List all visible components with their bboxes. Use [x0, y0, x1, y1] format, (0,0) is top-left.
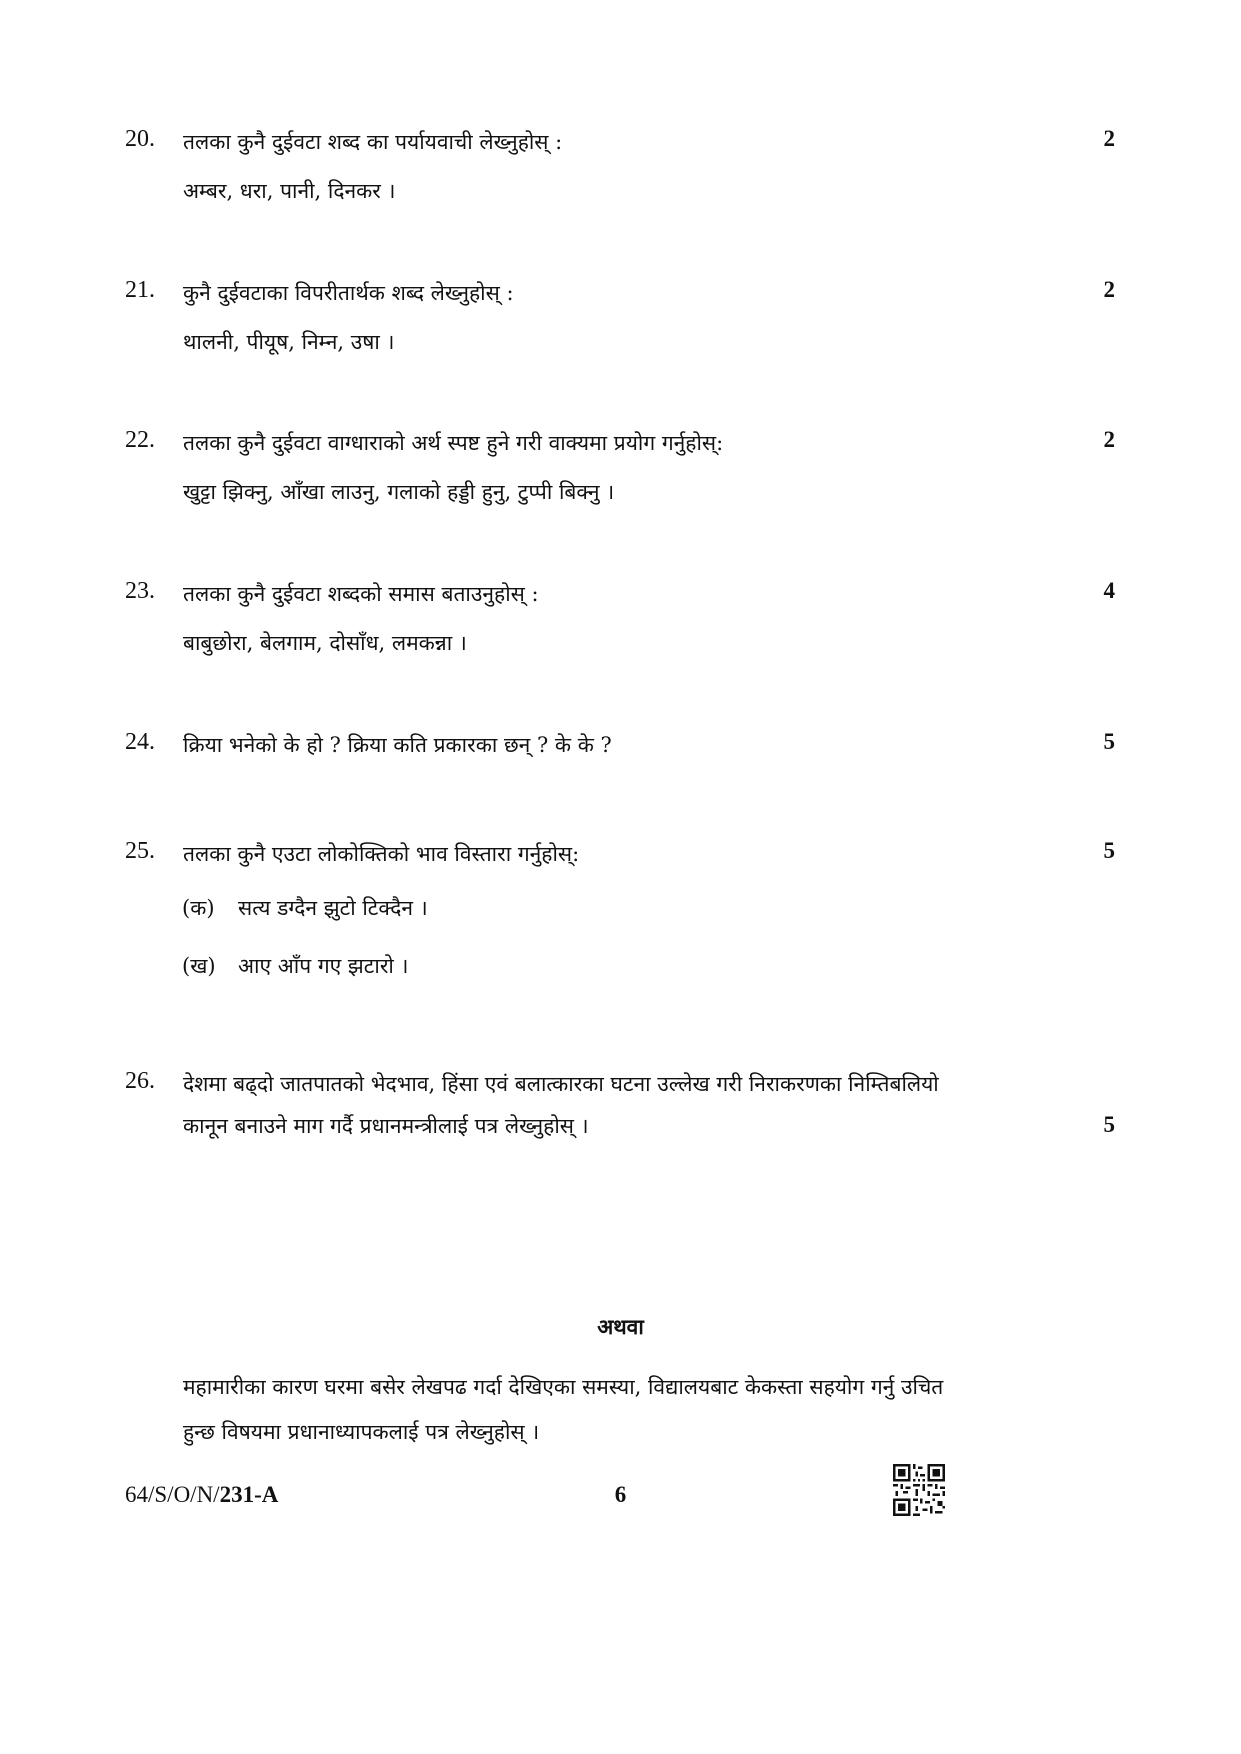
option-label: (क)	[182, 896, 215, 920]
question-word-list: खुट्टा झिक्नु, आँखा लाउनु, गलाको हड्डी हुनु, टुप्पी बिक्नु ।	[183, 480, 615, 504]
option-kha	[182, 952, 409, 980]
question-marks: 5	[1103, 729, 1115, 754]
question-marks: 2	[1103, 277, 1115, 302]
page-number: 6	[614, 1482, 627, 1507]
question-text-continued: कानून बनाउने माग गर्दै प्रधानमन्त्रीलाई पत्र लेख्नुहोस् ।	[183, 1114, 589, 1138]
question-marks: 5	[1103, 1112, 1115, 1137]
question-text: तलका कुनै दुईवटा शब्द का पर्यायवाची लेख्नुहोस् :	[183, 130, 563, 154]
alternative-question-line-1: महामारीका कारण घरमा बसेर लेखपढ गर्दा देखिएका समस्या, विद्यालयबाट केकस्ता सहयोग गर्नु उचित	[183, 1375, 944, 1399]
question-text: तलका कुनै दुईवटा शब्दको समास बताउनुहोस् :	[183, 582, 539, 606]
question-number: 25.	[125, 838, 155, 864]
option-text: सत्य डग्दैन झुटो टिक्दैन ।	[238, 896, 428, 920]
question-marks: 5	[1103, 838, 1115, 863]
question-number: 20.	[125, 126, 155, 152]
question-number: 21.	[125, 277, 155, 303]
paper-code-suffix: 231-A	[219, 1482, 279, 1507]
question-word-list: थालनी, पीयूष, निम्न, उषा ।	[183, 330, 395, 354]
qr-code-icon	[893, 1464, 945, 1516]
question-marks: 2	[1103, 427, 1115, 452]
question-text: तलका कुनै एउटा लोकोक्तिको भाव विस्तारा गर्नुहोस्:	[183, 842, 580, 866]
question-number: 26.	[125, 1068, 155, 1094]
question-marks: 2	[1103, 126, 1115, 151]
paper-code-prefix: 64/S/O/N/	[125, 1482, 220, 1507]
option-ka	[182, 894, 428, 922]
question-number: 23.	[125, 578, 155, 604]
question-marks: 4	[1103, 578, 1115, 603]
question-word-list: बाबुछोरा, बेलगाम, दोसाँध, लमकन्ना ।	[183, 631, 467, 655]
alternative-question-line-2: हुन्छ विषयमा प्रधानाध्यापकलाई पत्र लेख्नुहोस् ।	[183, 1420, 540, 1444]
question-text: तलका कुनै दुईवटा वाग्धाराको अर्थ स्पष्ट हुने गरी वाक्यमा प्रयोग गर्नुहोस्:	[183, 431, 724, 455]
option-label: (ख)	[182, 954, 216, 978]
or-separator: अथवा	[597, 1314, 644, 1339]
question-word-list: अम्बर, धरा, पानी, दिनकर ।	[183, 179, 396, 203]
question-number: 22.	[125, 427, 155, 453]
question-text: क्रिया भनेको के हो ? क्रिया कति प्रकारका छन् ? के के ?	[183, 733, 612, 757]
question-text: कुनै दुईवटाका विपरीतार्थक शब्द लेख्नुहोस् :	[183, 281, 514, 305]
question-text: देशमा बढ्दो जातपातको भेदभाव, हिंसा एवं बलात्कारका घटना उल्लेख गरी निराकरणका निम्तिबलियो	[183, 1072, 939, 1096]
question-number: 24.	[125, 729, 155, 755]
option-text: आए आँप गए झटारो ।	[238, 954, 409, 978]
